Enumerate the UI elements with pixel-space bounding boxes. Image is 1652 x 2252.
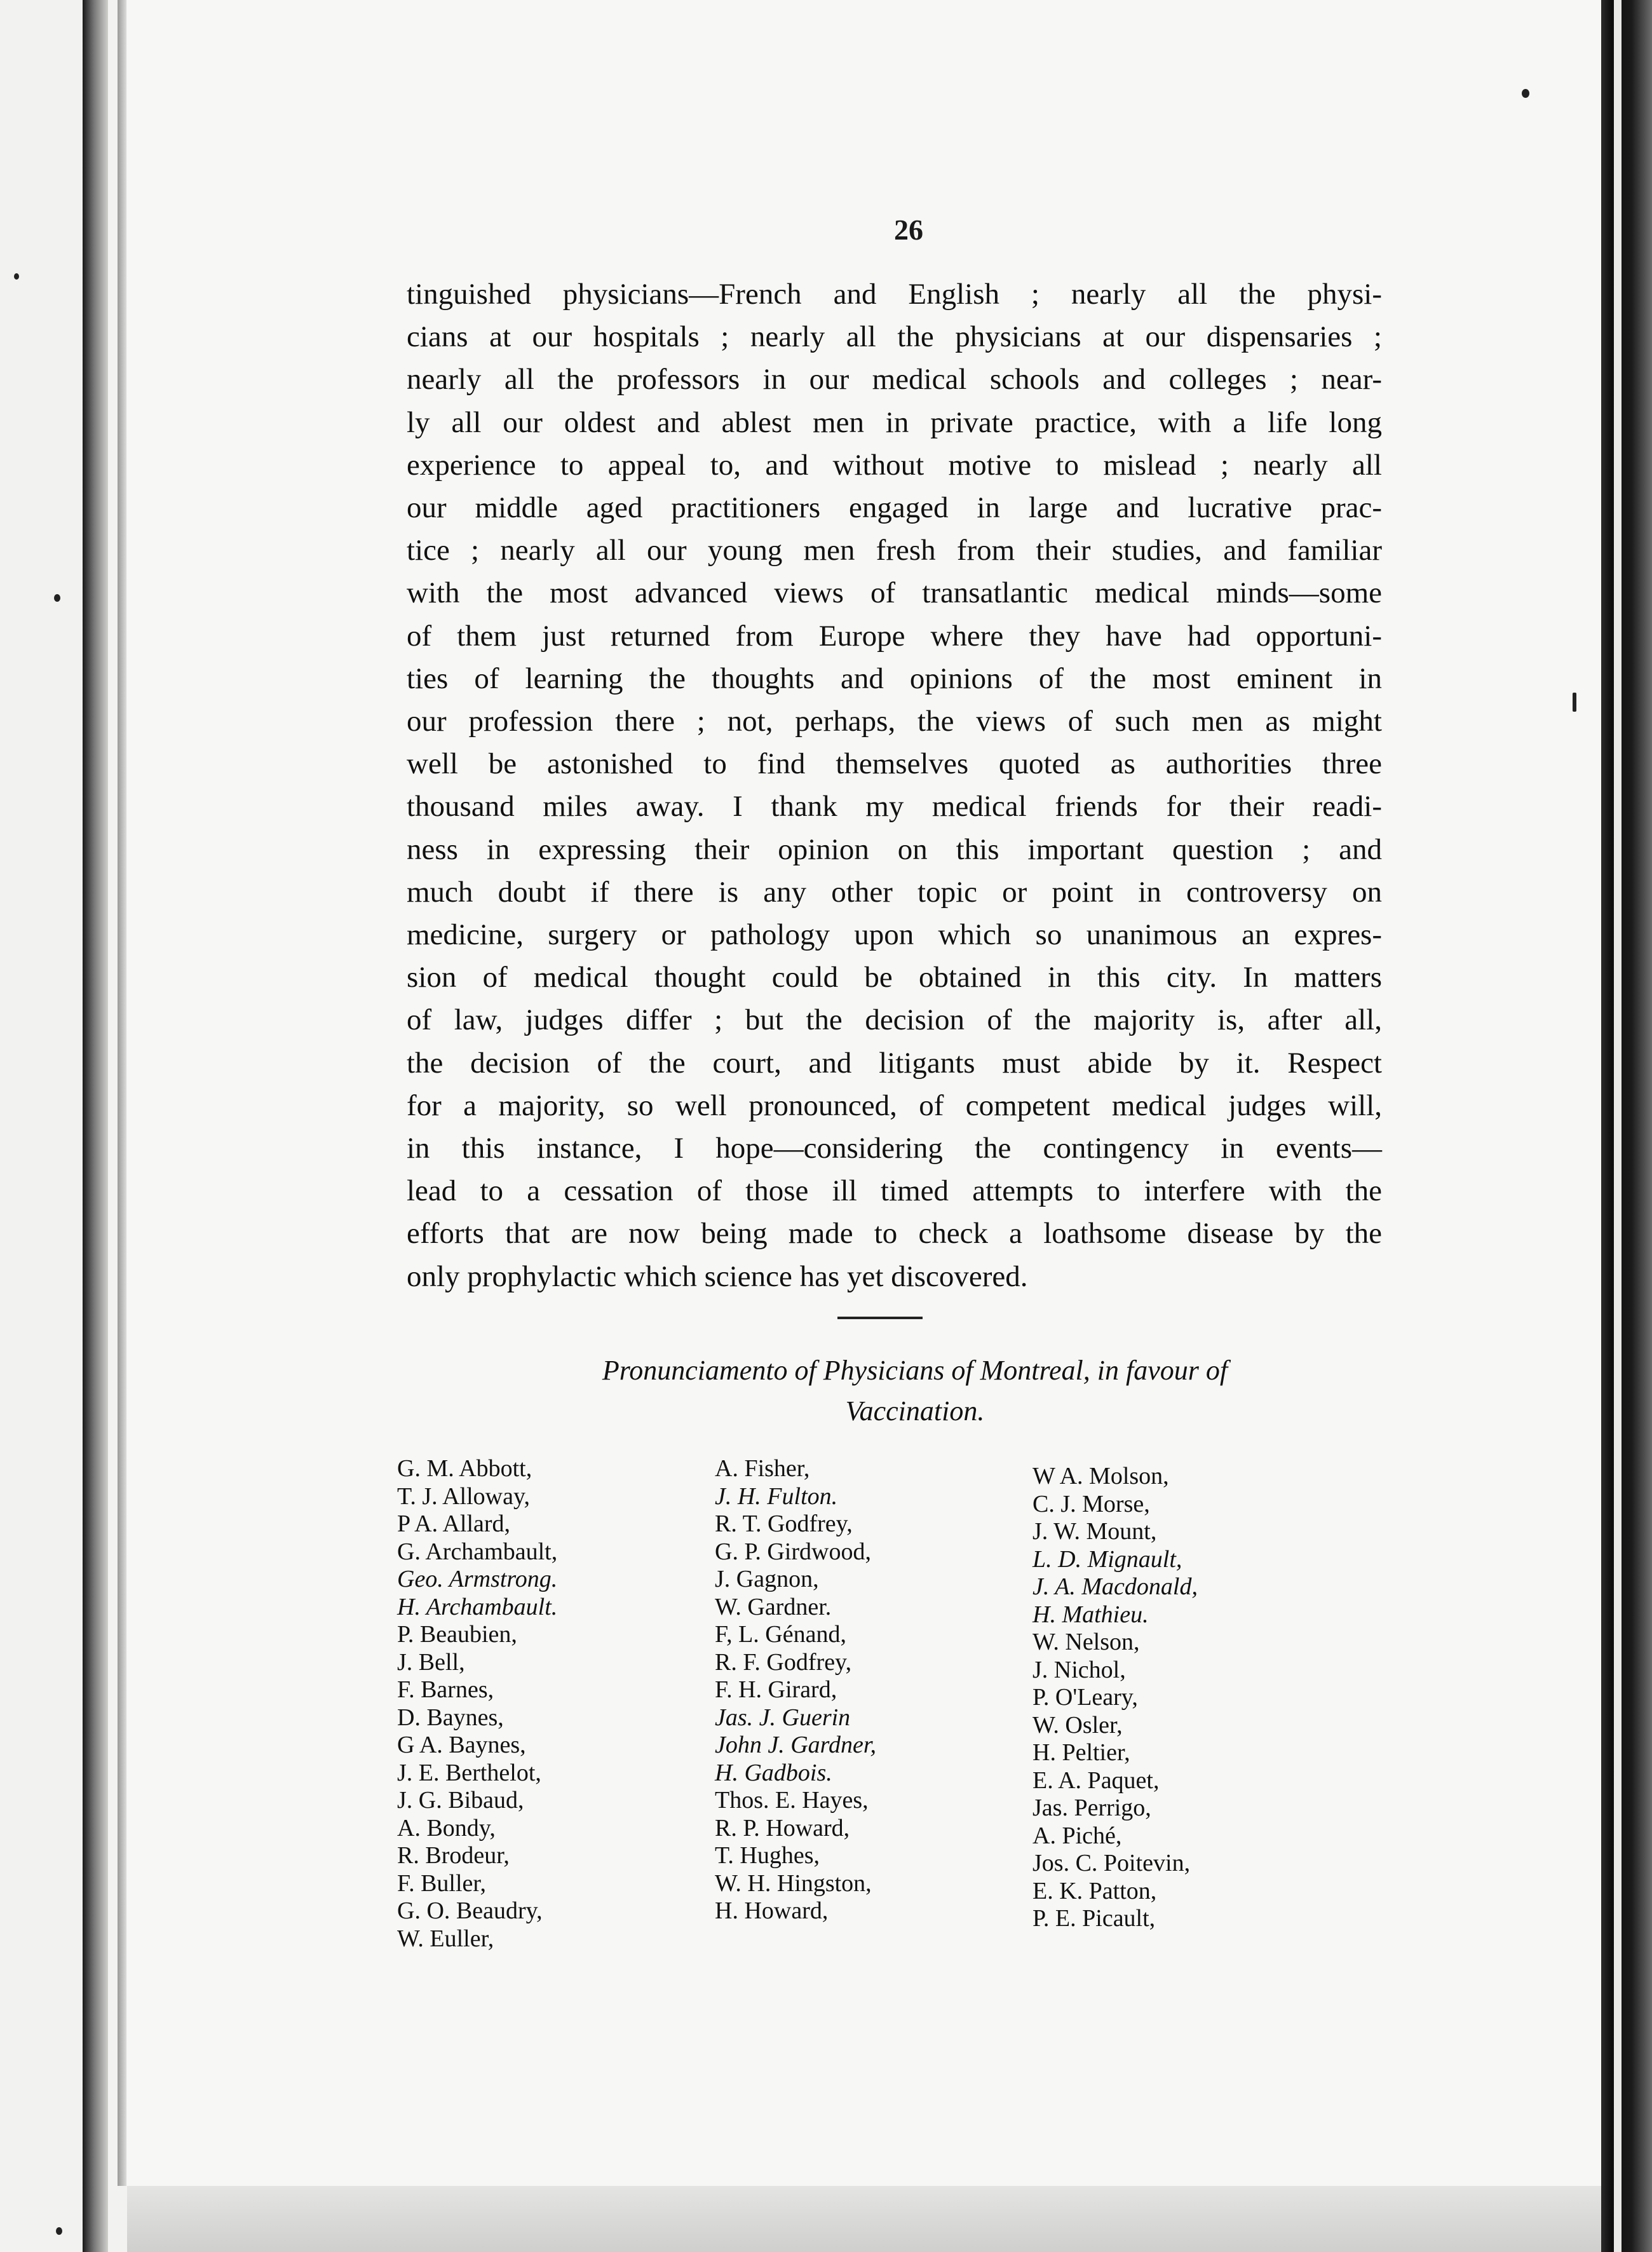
signatory-name: H. Peltier, xyxy=(1032,1739,1130,1766)
signatory-name: A. Piché, xyxy=(1032,1822,1122,1849)
signatory-name: J. Gagnon, xyxy=(715,1566,819,1592)
body-line: sion of medical thought could be obtained in this city. In matters xyxy=(407,961,1382,994)
signatory-name: H. Howard, xyxy=(715,1897,829,1924)
body-line: with the most advanced views of transatlantic medical minds—some xyxy=(407,576,1382,610)
signatory-name: J. E. Berthelot, xyxy=(397,1759,541,1786)
signatory-name: G. O. Beaudry, xyxy=(397,1897,543,1924)
signatory-name: F. Buller, xyxy=(397,1869,487,1897)
book-spine-shadow xyxy=(83,0,108,2252)
body-line: ties of learning the thoughts and opinions of the most eminent in xyxy=(407,661,1382,695)
signatory-name: Jos. C. Poitevin, xyxy=(1032,1850,1191,1876)
signatory-name: R. T. Godfrey, xyxy=(715,1510,853,1537)
signatory-name: A. Fisher, xyxy=(715,1455,810,1482)
body-line: well be astonished to find themselves quoted as authorities three xyxy=(407,747,1382,781)
page-number: 26 xyxy=(894,214,923,246)
signatory-name: Thos. E. Hayes, xyxy=(715,1787,869,1814)
signatory-name: L. D. Mignault, xyxy=(1032,1545,1182,1573)
signatory-name: W. Osler, xyxy=(1032,1711,1123,1739)
body-line: tice ; nearly all our young men fresh from their studies, and familiar xyxy=(407,534,1382,567)
signatory-name: P. O'Leary, xyxy=(1032,1684,1138,1711)
signatory-name: R. P. Howard, xyxy=(715,1814,850,1842)
signatory-name: H. Mathieu. xyxy=(1032,1601,1149,1628)
scan-speck xyxy=(54,594,60,602)
signatories-column-3 xyxy=(1032,1463,1198,1933)
signatory-name: E. K. Patton, xyxy=(1032,1877,1157,1904)
body-line: cians at our hospitals ; nearly all the physicians at our dispensaries ; xyxy=(407,320,1382,354)
signatory-name: J. G. Bibaud, xyxy=(397,1787,524,1814)
heading-line-2: Vaccination. xyxy=(845,1395,985,1427)
signatory-name: J. Nichol, xyxy=(1032,1656,1126,1683)
signatories-column-1 xyxy=(397,1455,557,1953)
body-line: of them just returned from Europe where they have had opportuni- xyxy=(407,619,1382,653)
pronunciamento-heading xyxy=(470,1350,1360,1432)
signatory-name: R. F. Godfrey, xyxy=(715,1648,852,1676)
signatory-name: P A. Allard, xyxy=(397,1510,511,1537)
body-line: medicine, surgery or pathology upon which so unanimous an expres- xyxy=(407,918,1382,952)
body-line: in this instance, I hope—considering the contingency in events— xyxy=(407,1132,1382,1165)
body-line: our profession there ; not, perhaps, the views of such men as might xyxy=(407,705,1382,738)
signatory-name: H. Archambault. xyxy=(397,1593,558,1620)
signatory-name: P. E. Picault, xyxy=(1032,1905,1156,1932)
body-line: only prophylactic which science has yet discovered. xyxy=(407,1259,1028,1293)
signatory-name: Jas. Perrigo, xyxy=(1032,1794,1151,1821)
body-line: much doubt if there is any other topic or point in controversy on xyxy=(407,875,1382,909)
body-line: ly all our oldest and ablest men in private practice, with a life long xyxy=(407,405,1382,439)
signatory-name: R. Brodeur, xyxy=(397,1842,510,1869)
signatory-name: W. H. Hingston, xyxy=(715,1869,872,1897)
signatory-name: J. W. Mount, xyxy=(1032,1518,1157,1545)
body-line: thousand miles away. I thank my medical friends for their readi- xyxy=(407,790,1382,824)
signatory-name: T. Hughes, xyxy=(715,1842,820,1869)
heading-line-1: Pronunciamento of Physicians of Montreal, in favour of xyxy=(602,1355,1228,1386)
body-line: tinguished physicians—French and English ; nearly all the physi- xyxy=(407,278,1382,311)
body-line: efforts that are now being made to check a loathsome disease by the xyxy=(407,1217,1382,1251)
right-page-edge xyxy=(1601,0,1652,2252)
signatory-name: J. Bell, xyxy=(397,1648,465,1676)
body-paragraph xyxy=(407,273,1382,1298)
right-page-gap xyxy=(1614,0,1622,2252)
signatory-name: G. M. Abbott, xyxy=(397,1455,532,1482)
signatory-name: W A. Molson, xyxy=(1032,1463,1169,1489)
signatory-name: H. Gadbois. xyxy=(715,1759,832,1786)
signatory-name: F. Barnes, xyxy=(397,1676,494,1703)
signatory-name: G A. Baynes, xyxy=(397,1732,526,1758)
scan-speck xyxy=(14,273,19,280)
body-line: experience to appeal to, and without motive to mislead ; nearly all xyxy=(407,448,1382,482)
scan-speck xyxy=(1522,89,1529,98)
body-line: of law, judges differ ; but the decision of the majority is, after all, xyxy=(407,1003,1382,1037)
signatory-name: J. H. Fulton. xyxy=(715,1482,838,1510)
signatory-name: C. J. Morse, xyxy=(1032,1490,1150,1517)
signatory-name: J. A. Macdonald, xyxy=(1032,1573,1198,1600)
signatory-name: W. Nelson, xyxy=(1032,1629,1140,1655)
body-line: lead to a cessation of those ill timed attempts to interfere with the xyxy=(407,1174,1382,1208)
page-bottom-shadow xyxy=(127,2186,1601,2252)
signatory-name: G. P. Girdwood, xyxy=(715,1538,871,1565)
signatory-name: F. H. Girard, xyxy=(715,1676,837,1703)
scan-speck xyxy=(56,2227,62,2235)
signatory-name: G. Archambault, xyxy=(397,1538,558,1565)
signatories-column-2 xyxy=(715,1455,876,1925)
scan-speck xyxy=(1573,693,1576,712)
signatory-name: W. Euller, xyxy=(397,1925,494,1952)
page-stack-edge xyxy=(118,0,126,2186)
signatory-name: D. Baynes, xyxy=(397,1704,504,1731)
body-line: the decision of the court, and litigants must abide by it. Respect xyxy=(407,1046,1382,1080)
signatory-name: Jas. J. Guerin xyxy=(715,1704,851,1731)
body-line: for a majority, so well pronounced, of competent medical judges will, xyxy=(407,1089,1382,1122)
signatory-name: John J. Gardner, xyxy=(715,1732,876,1758)
signatory-name: A. Bondy, xyxy=(397,1814,496,1842)
signatory-name: E. A. Paquet, xyxy=(1032,1767,1160,1794)
signatory-name: T. J. Alloway, xyxy=(397,1482,530,1510)
body-line: our middle aged practitioners engaged in large and lucrative prac- xyxy=(407,491,1382,525)
signatory-name: P. Beaubien, xyxy=(397,1621,517,1648)
signatory-name: W. Gardner. xyxy=(715,1593,832,1620)
section-divider-rule xyxy=(837,1317,923,1319)
body-line: ness in expressing their opinion on this important question ; and xyxy=(407,832,1382,866)
body-line: nearly all the professors in our medical schools and colleges ; near- xyxy=(407,363,1382,397)
signatory-name: Geo. Armstrong. xyxy=(397,1566,558,1592)
signatory-name: F, L. Génand, xyxy=(715,1621,846,1648)
